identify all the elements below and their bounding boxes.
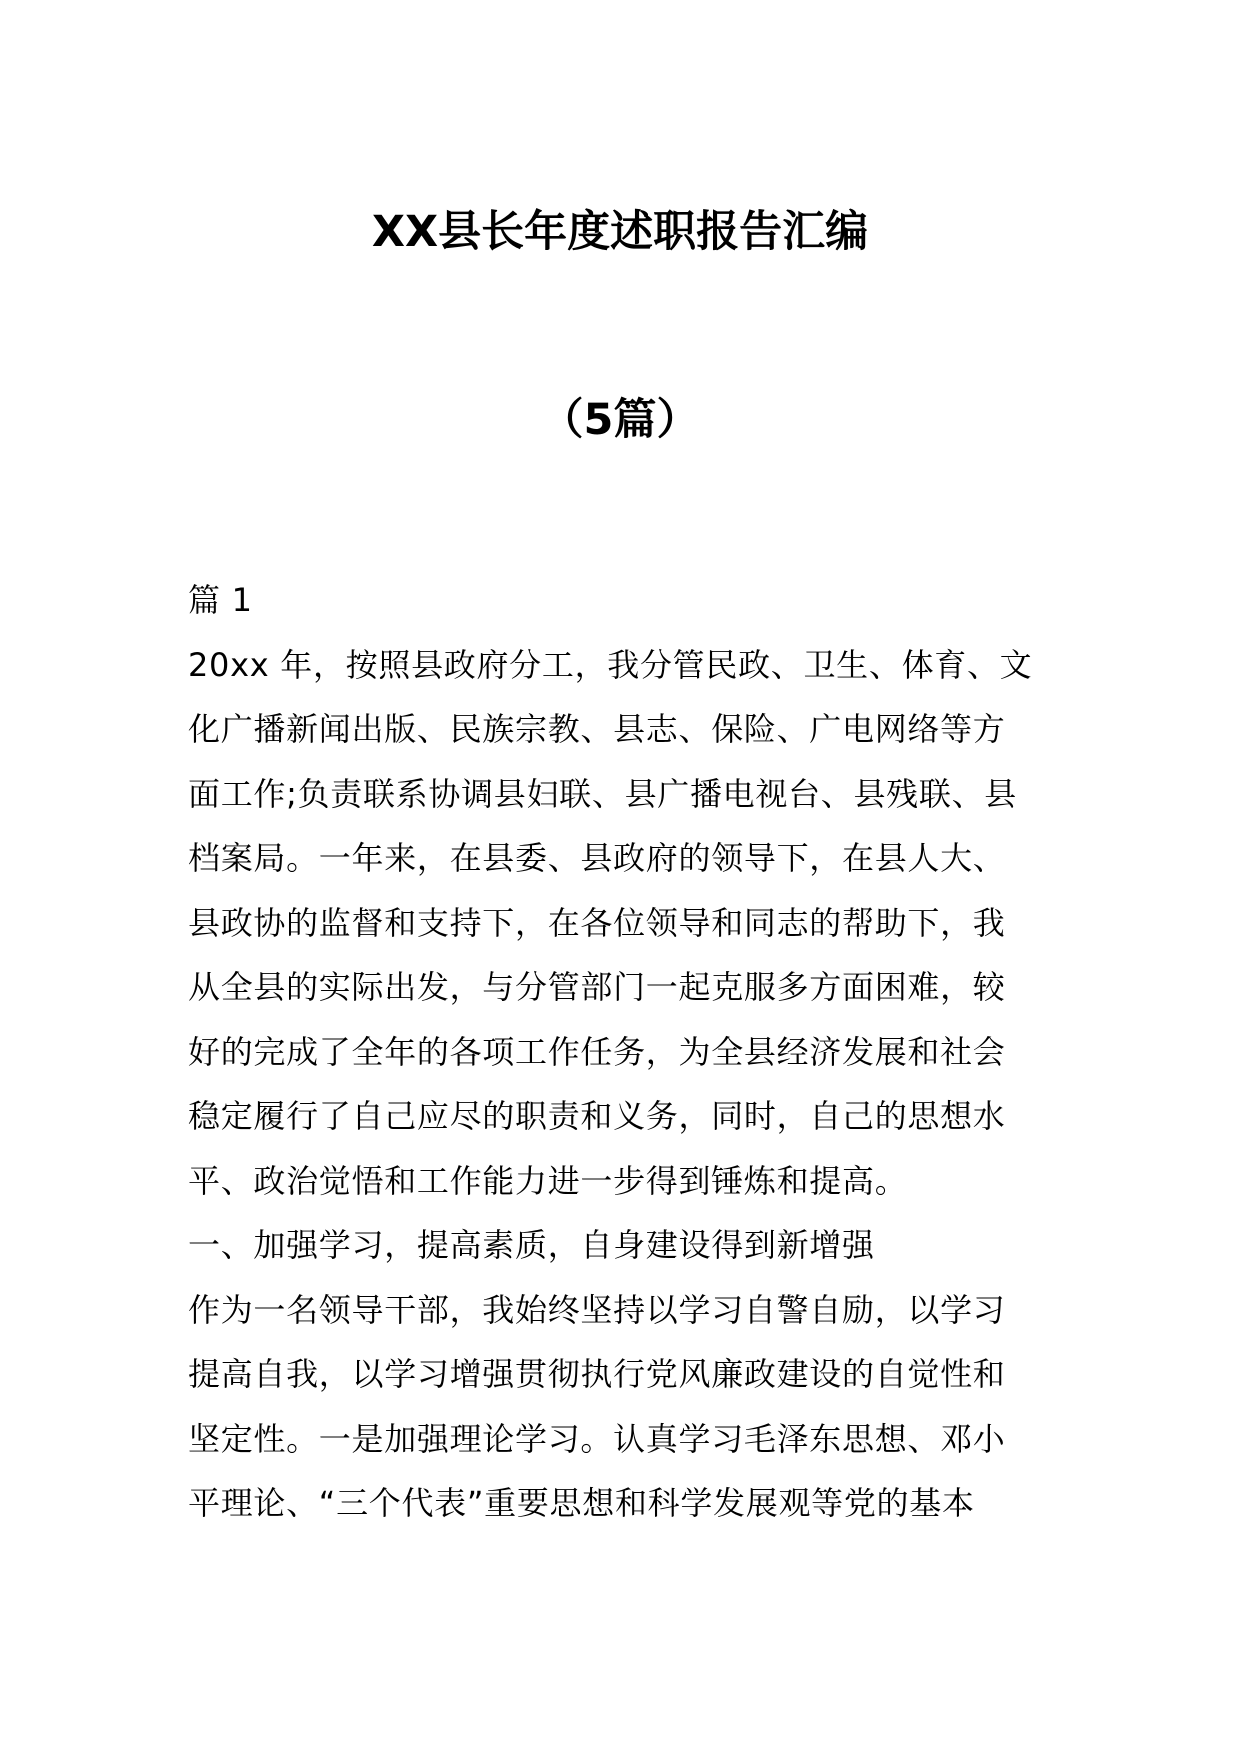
document-body: [188, 568, 1058, 1536]
body-line: 好的完成了全年的各项工作任务，为全县经济发展和社会: [188, 1032, 1006, 1071]
body-line: 面工作;负责联系协调县妇联、县广播电视台、县残联、县: [188, 774, 1017, 813]
body-line: 20xx 年，按照县政府分工，我分管民政、卫生、体育、文: [188, 645, 1033, 684]
body-line: 从全县的实际出发，与分管部门一起克服多方面困难，较: [188, 968, 1006, 1006]
body-line: 稳定履行了自己应尽的职责和义务，同时，自己的思想水: [188, 1097, 1006, 1135]
section-heading: 一、加强学习，提高素质，自身建设得到新增强: [188, 1226, 875, 1264]
section-label: 篇 1: [188, 581, 253, 619]
body-line: 化广播新闻出版、民族宗教、县志、保险、广电网络等方: [188, 710, 1006, 748]
body-line: 县政协的监督和支持下，在各位领导和同志的帮助下，我: [188, 903, 1006, 942]
body-line: 平、政治觉悟和工作能力进一步得到锤炼和提高。: [188, 1161, 908, 1200]
document-title: XX县长年度述职报告汇编: [371, 207, 869, 257]
body-line: 提高自我，以学习增强贯彻执行党风廉政建设的自觉性和: [188, 1355, 1006, 1393]
document-subtitle: （5篇）: [540, 395, 700, 445]
body-line: 平理论、“三个代表”重要思想和科学发展观等党的基本: [188, 1484, 975, 1522]
body-line: 作为一名领导干部，我始终坚持以学习自警自励，以学习: [188, 1290, 1006, 1329]
body-line: 档案局。一年来，在县委、县政府的领导下，在县人大、: [188, 839, 1006, 877]
body-line: 坚定性。一是加强理论学习。认真学习毛泽东思想、邓小: [188, 1419, 1006, 1458]
